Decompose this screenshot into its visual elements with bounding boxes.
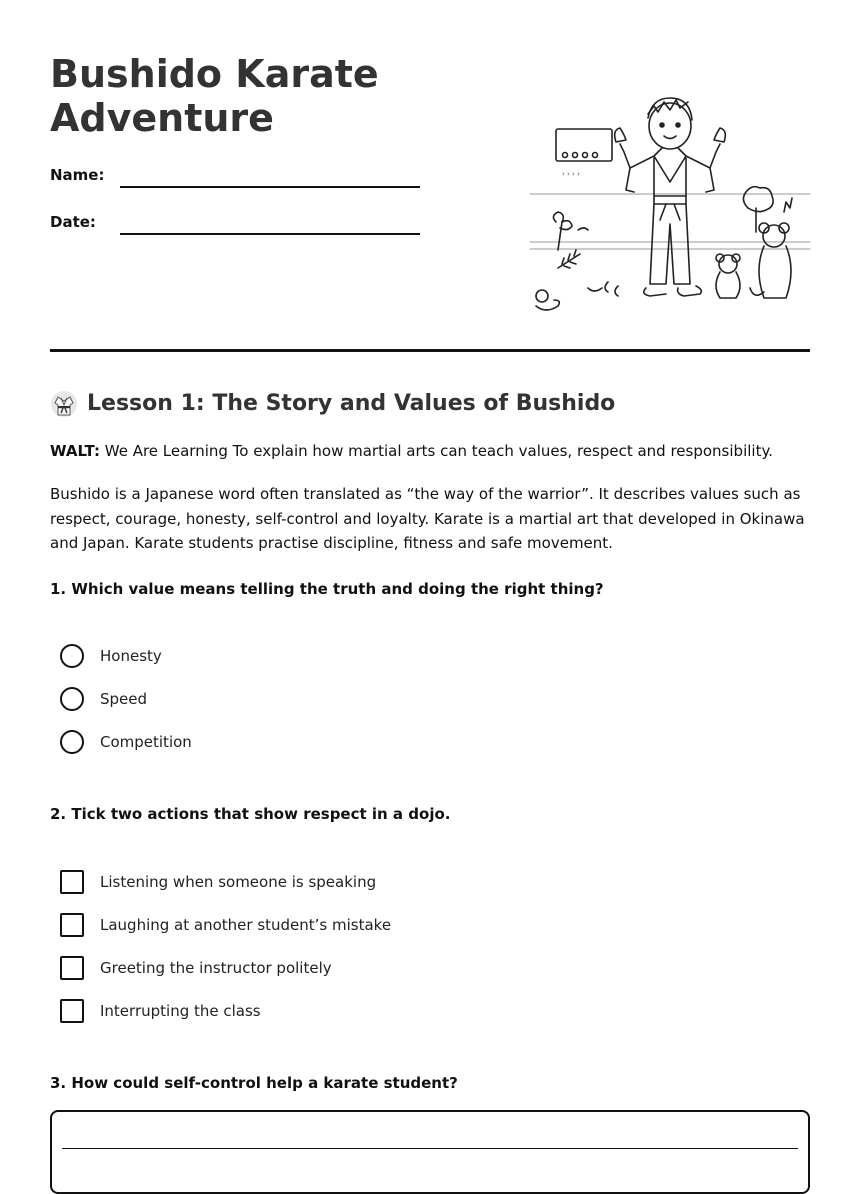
title-line-1: Bushido Karate: [50, 52, 379, 96]
checkbox[interactable]: [60, 870, 84, 894]
name-field[interactable]: [120, 186, 420, 188]
q2-option-laughing[interactable]: [60, 913, 391, 937]
header-divider: [50, 349, 810, 352]
lesson-heading-text: Lesson 1: The Story and Values of Bushido: [87, 391, 616, 416]
title-line-2: Adventure: [50, 96, 274, 140]
question-2: 2. Tick two actions that show respect in a dojo.: [50, 805, 451, 823]
answer-line: [62, 1148, 798, 1149]
option-label: Speed: [100, 690, 148, 708]
q1-option-competition[interactable]: [60, 730, 192, 754]
walt-statement: [50, 440, 810, 462]
question-1: 1. Which value means telling the truth and doing the right thing?: [50, 580, 604, 598]
date-field[interactable]: [120, 233, 420, 235]
worksheet-page: [50, 0, 810, 1161]
radio-button[interactable]: [60, 730, 84, 754]
karate-kid-illustration: [528, 92, 812, 324]
date-label: Date:: [50, 213, 96, 231]
option-label: Listening when someone is speaking: [100, 873, 377, 891]
checkbox[interactable]: [60, 999, 84, 1023]
q1-option-speed[interactable]: [60, 687, 147, 711]
option-label: Honesty: [100, 647, 162, 665]
radio-button[interactable]: [60, 687, 84, 711]
q2-option-greeting[interactable]: [60, 956, 332, 980]
karate-gi-icon: [50, 390, 78, 418]
q3-answer-box[interactable]: [50, 1110, 810, 1194]
q2-option-listening[interactable]: [60, 870, 376, 894]
svg-text:› › › ›: › › › ›: [562, 170, 580, 178]
walt-text: We Are Learning To explain how martial arts can teach values, respect and responsibility.: [104, 442, 773, 460]
checkbox[interactable]: [60, 956, 84, 980]
option-label: Interrupting the class: [100, 1002, 261, 1020]
lesson-intro: Bushido is a Japanese word often translated as “the way of the warrior”. It describes values such as respect, courage, honesty, self-control and loyalty. Karate is a martial art that developed in Okinawa and Japan. Karate students practise discipline, fitness and safe movement.: [50, 485, 805, 552]
name-label: Name:: [50, 166, 105, 184]
option-label: Competition: [100, 733, 192, 751]
q2-option-interrupting[interactable]: [60, 999, 261, 1023]
question-3: 3. How could self-control help a karate student?: [50, 1074, 458, 1092]
worksheet-title: [50, 52, 490, 140]
checkbox[interactable]: [60, 913, 84, 937]
radio-button[interactable]: [60, 644, 84, 668]
option-label: Greeting the instructor politely: [100, 959, 332, 977]
lesson-heading: [50, 390, 615, 418]
option-label: Laughing at another student’s mistake: [100, 916, 392, 934]
q1-option-honesty[interactable]: [60, 644, 162, 668]
walt-label: WALT:: [50, 442, 100, 460]
